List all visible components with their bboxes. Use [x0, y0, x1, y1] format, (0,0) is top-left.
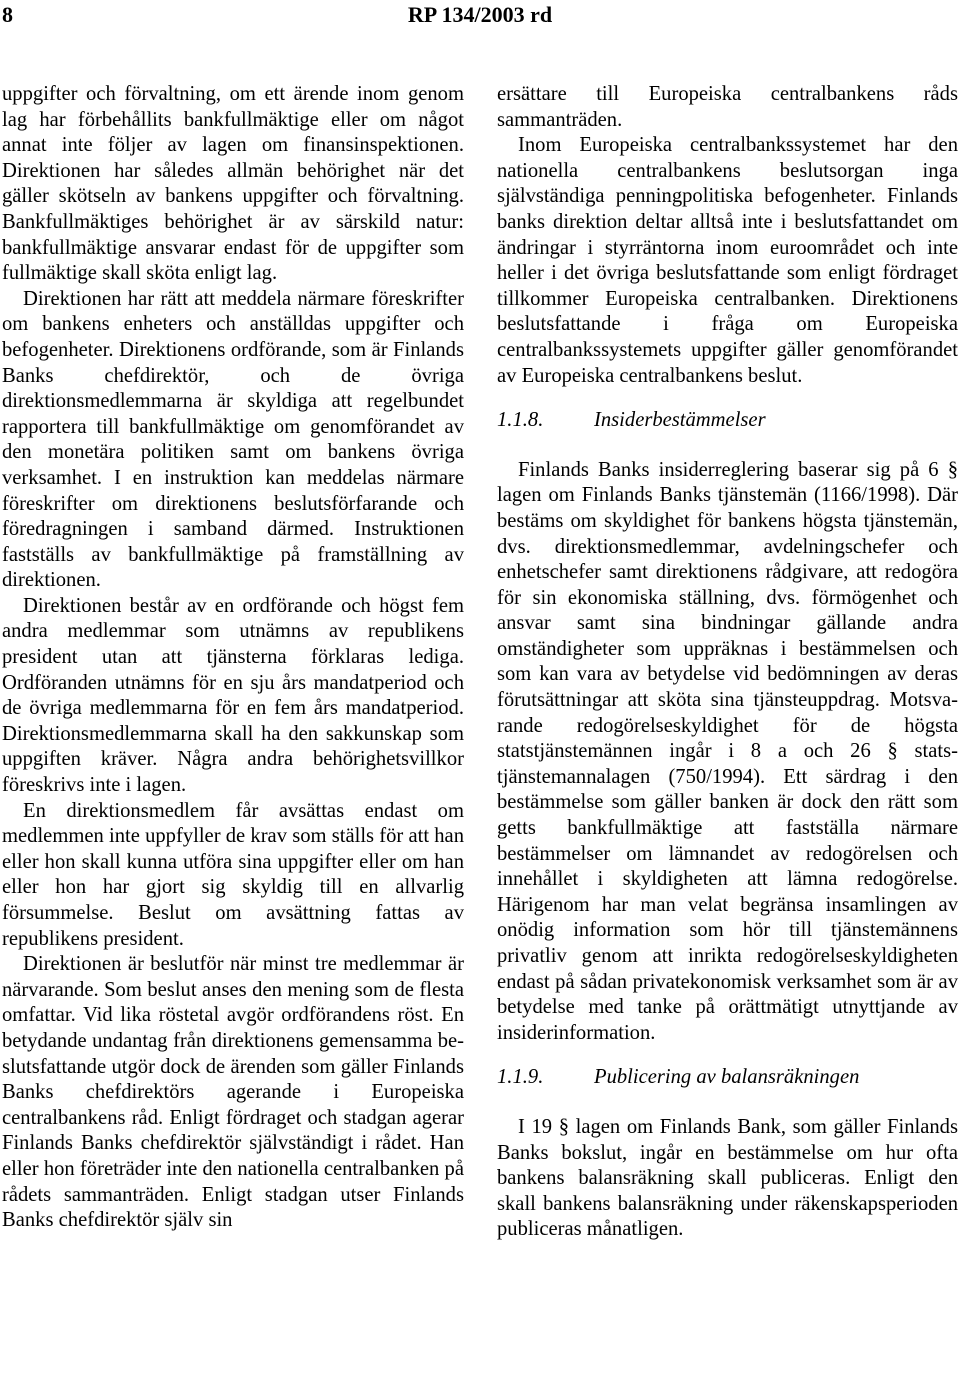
right-column [497, 82, 958, 1243]
page-header [0, 0, 960, 40]
paragraph: Inom Europeiska centralbankssystemet har den nationella centralbankens beslutsorgan inga självständiga penningpolitiska befogenheter. Finlands banks direktion deltar alltså inte i beslutsfattandet om ändringar i styrräntorna inom euroområdet och inte heller i det övriga beslutsfattande som enligt fördraget tillkommer Europeiska centralbanken. Direktionens beslutsfattande i fråga om Europeiska centralbankssystemets uppgifter gäller genomförandet av Europeiska centralbankens beslut. [497, 134, 958, 387]
paragraph: ersättare till Europeiska centralbankens råds sammanträden. [497, 83, 958, 131]
paragraph: Direktionen består av en ordförande och högst fem andra medlemmar som utnämns av republikens president utan att tjänsterna förklaras lediga. Ordföranden utnämns för en sju års mandatperiod och de övriga medlemmarna för en fem års mandatperiod. Direktionsmedlemmarna skall ha den sakkunskap som uppgiften kräver. Några andra behörighetsvillkor föreskrivs inte i lagen. [2, 594, 464, 797]
paragraph: Direktionen har rätt att meddela närmare föreskrifter om bankens enheters och anställdas uppgifter och befogenheter. Direktionens ordförande, som är Finlands Banks chefdirektör, och de övriga direktionsmedlemmarna är skyldiga att regelbundet rapportera till bankfullmäktige om genomförandet av den monetära politiken samt om bankens övriga verksamhet. I en instruktion kan meddelas närmare föreskrifter om direktionens beslutsförfarande och föredragningen i samband därmed. Instruktionen fastställs av bankfullmäktige på framställning av direktionen. [2, 287, 464, 592]
section-title: Publicering av balansräkningen [594, 1066, 860, 1089]
section-heading-1-1-9 [497, 1065, 958, 1091]
paragraph: Finlands Banks insiderreglering baserar sig på 6 § lagen om Finlands Banks tjänstemän (1166/1998). Där bestäms om skyldighet för bankens högsta tjänstemän, dvs. direktionsmedlemmar, avdelningschefer och enhetschefer samt direktionens rådgivare, att redogöra för sin ekonomiska ställning, dvs. förmögenhet och ansvar samt sina bindningar gällande andra omständigheter som uppräknas i bestämmelsen och som kan vara av betydelse vid bedömningen av deras förutsättningar att sköta sina tjänsteuppdrag. Motsvarande redogörelseskyldighet för de högsta statstjänstemännen ingår i 8 a och 26 § statstjänstemannalagen (750/1994). Ett särdrag i den bestämmelse som gäller banken är dock den rätt som getts bankfullmäktige att fastställa närmare bestämmelser om lämnandet av redogörelsen och innehållet i skyldigheten att lämna redogörelse. Härigenom har man velat begränsa insamlingen av onödig information som hör till tjänstemännens privatliv genom att inrikta redogörelseskyldigheten endast på sådan privatekonomisk verksamhet som är av betydelse med tanke på orättmätigt utnyttjande av insiderinformation. [497, 458, 958, 1044]
section-number: 1.1.9. [497, 1066, 544, 1089]
paragraph: uppgifter och förvaltning, om ett ärende inom genom lag har förbehållits bankfullmäktige eller om något annat inte följer av lagen om finansinspektionen. Direktionen har således allmän behörighet när det gäller skötseln av bankens uppgifter och förvaltning. Bankfullmäktiges behörighet är av särskild natur: bankfullmäktige ansvarar endast för de uppgifter som fullmäktige skall sköta enligt lag. [2, 83, 464, 285]
section-heading-1-1-8 [497, 408, 958, 434]
section-number: 1.1.8. [497, 409, 544, 432]
page-number: 8 [2, 2, 13, 27]
paragraph: En direktionsmedlem får avsättas endast om medlemmen inte uppfyller de krav som ställs för att han eller hon skall kunna utföra sina uppgifter eller om han eller hon har gjort sig skyldig till en allvarlig försummelse. Beslut om avsättning fattas av republikens president. [2, 799, 464, 950]
paragraph: Direktionen är beslutför när minst tre medlemmar är närvarande. Som beslut anses den mening som de flesta omfattar. Vid lika röstetal avgör ordförandens röst. En betydande undantag från direktionens gemensamma beslutsfattande utgör dock de ärenden som gäller Finlands Banks chefdirektörs agerande i Europeiska centralbankens råd. Enligt fördraget och stadgan agerar Finlands Banks chefdirektör självständigt i rådet. Han eller hon företräder inte den nationella centralbanken på rådets sammanträden. Enligt stadgan utser Finlands Banks chefdirektör själv sin [2, 953, 464, 1232]
left-column [2, 82, 464, 1234]
paragraph: I 19 § lagen om Finlands Bank, som gäller Finlands Banks bokslut, ingår en bestämmelse om hur ofta bankens balansräkning skall publiceras. Enligt den skall bankens balansräkning under räkenskapsperioden publiceras månatligen. [497, 1115, 958, 1241]
section-title: Insiderbestämmelser [594, 409, 766, 432]
document-id: RP 134/2003 rd [407, 2, 553, 27]
